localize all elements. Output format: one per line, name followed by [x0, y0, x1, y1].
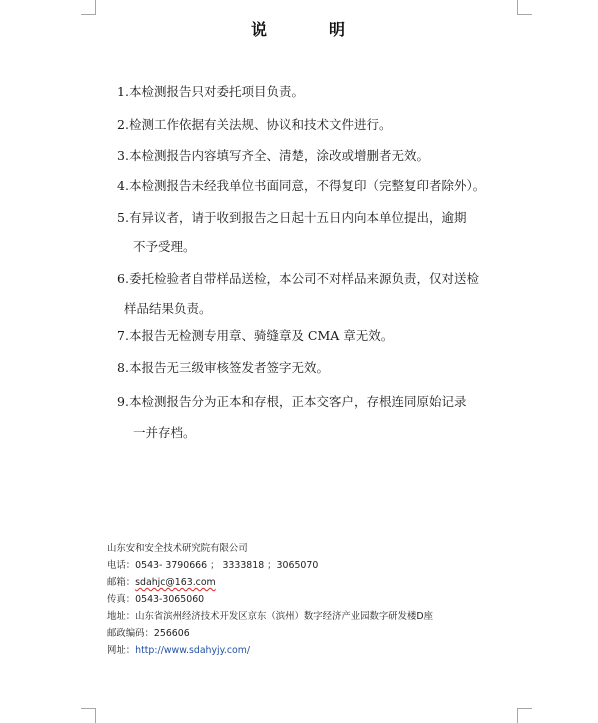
fax-row: [107, 591, 527, 608]
phone-row: [107, 557, 527, 574]
title-char-1: 说: [250, 20, 269, 39]
website-link[interactable]: http://www.sdahyjy.com/: [135, 645, 251, 656]
item-text: 本检测报告内容填写齐全、清楚，涂改或增删者无效。: [128, 148, 429, 163]
notice-item-6: [117, 272, 527, 286]
postcode-row: [107, 625, 527, 642]
item-number: 6.: [117, 271, 129, 286]
page-corner-mark-bottom-left: [81, 708, 96, 723]
item-number: 1.: [117, 84, 129, 99]
website-row: [107, 642, 527, 659]
item-number: 4.: [117, 178, 129, 193]
email-label: 邮箱：: [107, 577, 136, 588]
notice-item-4: [117, 179, 527, 193]
notice-item-5-continuation: 不予受理。: [133, 239, 196, 254]
company-name: 山东安和安全技术研究院有限公司: [107, 543, 248, 554]
item-text: 本检测报告未经我单位书面同意，不得复印（完整复印者除外）。: [128, 178, 486, 193]
postcode-label: 邮政编码：: [107, 628, 154, 639]
page-corner-mark-top-left: [81, 0, 96, 15]
item-text: 本报告无三级审核签发者签字无效。: [128, 360, 329, 375]
notice-item-9: [117, 395, 527, 409]
notice-item-5: [117, 211, 527, 225]
item-text: 本检测报告只对委托项目负责。: [128, 84, 304, 99]
page-corner-mark-bottom-right: [517, 708, 532, 723]
phone-label: 电话：: [107, 560, 136, 571]
fax-label: 传真：: [107, 594, 136, 605]
address-row: [107, 608, 527, 625]
item-number: 9.: [117, 394, 129, 409]
item-text: 检测工作依据有关法规、协议和技术文件进行。: [128, 117, 392, 132]
notice-item-9-continuation: 一并存档。: [133, 425, 196, 440]
item-number: 3.: [117, 148, 129, 163]
phone-value: 0543- 3790666 ； 3333818 ；3065070: [135, 560, 319, 571]
address-value: 山东省滨州经济技术开发区京东（滨州）数字经济产业园数字研发楼D座: [135, 611, 433, 622]
company-contact-block: [107, 540, 527, 659]
notice-item-8: [117, 361, 527, 375]
fax-value: 0543-3065060: [135, 594, 205, 605]
item-text: 本检测报告分为正本和存根，正本交客户，存根连同原始记录: [128, 394, 467, 409]
item-number: 5.: [117, 210, 129, 225]
title-char-2: 明: [329, 20, 348, 39]
notice-item-2: [117, 118, 527, 132]
email-row: [107, 574, 527, 591]
notice-item-7: [117, 329, 527, 343]
address-label: 地址：: [107, 611, 136, 622]
item-text: 委托检验者自带样品送检，本公司不对样品来源负责，仅对送检: [128, 271, 479, 286]
postcode-value: 256606: [153, 628, 190, 639]
website-label: 网址：: [107, 645, 136, 656]
page-corner-mark-top-right: [517, 0, 532, 15]
notice-item-3: [117, 149, 527, 163]
page-title: [0, 17, 598, 40]
notice-item-6-continuation: 样品结果负责。: [124, 301, 212, 316]
item-text: 本报告无检测专用章、骑缝章及 CMA 章无效。: [128, 328, 394, 343]
item-text: 有异议者，请于收到报告之日起十五日内向本单位提出，逾期: [128, 210, 467, 225]
item-number: 7.: [117, 328, 129, 343]
email-value: sdahjc@163.com: [135, 577, 216, 588]
item-number: 2.: [117, 117, 129, 132]
notice-item-1: [117, 85, 527, 99]
item-number: 8.: [117, 360, 129, 375]
